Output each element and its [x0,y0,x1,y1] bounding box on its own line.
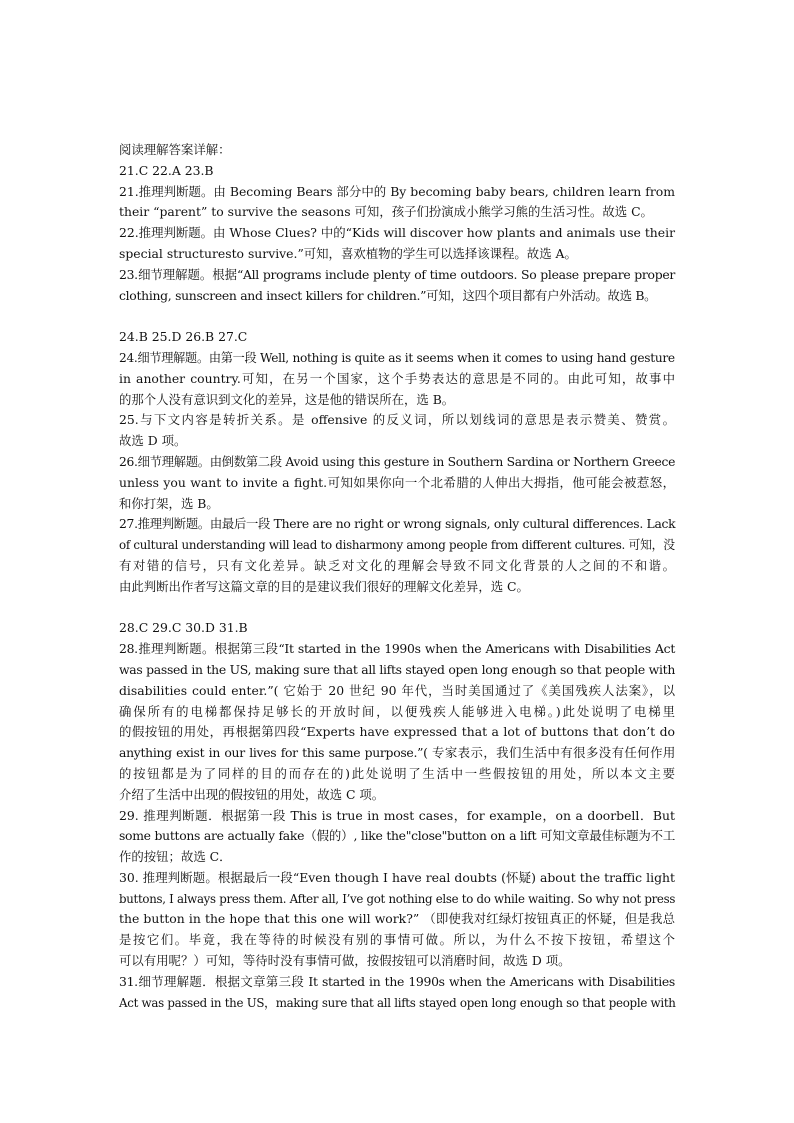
section-gap [119,598,675,619]
explanation-line: in another country.可知，在另一个国家，这个手势表达的意思是不同的。由此可知，故事中 [119,370,675,386]
explanation-line: 的假按钮的用处，再根据第四段“Experts have expressed that a lot of buttons that don’t do [119,724,675,740]
explanation-line: special structuresto survive.”可知，喜欢植物的学生可以选择该课程。故选 A。 [119,245,577,261]
explanation-line: their “parent” to survive the seasons 可知，孩子们扮演成小熊学习熊的生活习性。故选 C。 [119,204,653,220]
explanation-line: 有对错的信号，只有文化差异。缺乏对文化的理解会导致不同文化背景的人之间的不和谐。 [119,557,675,573]
explanation-line: 是按它们。毕竟，我在等待的时候没有别的事情可做。所以，为什么不按下按钮，希望这个 [119,932,675,948]
explanation-line: 29. 推理判断题．根据第一段 This is true in most cases，for example，on a doorbell．But [119,807,675,823]
answer-section [119,618,675,1013]
explanation-line: 24.细节理解题。由第一段 Well, nothing is quite as it seems when it comes to using hand gesture [119,349,675,365]
explanation-line: unless you want to invite a fight.可知如果你向一个北希腊的人伸出大拇指，他可能会被惹怒， [119,474,675,490]
answer-key-line: 24.B 25.D 26.B 27.C [119,329,248,345]
explanation-line: 由此判断出作者写这篇文章的目的是建议我们很好的理解文化差异，选 C。 [119,578,529,594]
answer-key-line: 28.C 29.C 30.D 31.B [119,620,248,636]
explanation-line: of cultural understanding will lead to disharmony among people from different cultures. 可知，没 [119,537,675,553]
explanation-line: 介绍了生活中出现的假按钮的用处，故选 C 项。 [119,786,385,802]
explanation-line: 28.推理判断题。根据第三段“It started in the 1990s when the Americans with Disabilities Act [119,641,675,657]
explanation-line: buttons, I always press them. After all, I’ve got nothing else to do while waiting. So why not press [119,890,676,906]
explanation-line: 21.推理判断题。由 Becoming Bears 部分中的 By becoming baby bears, children learn from [119,183,675,199]
explanation-line: 27.推理判断题。由最后一段 There are no right or wrong signals, only cultural differences. Lack [119,516,676,532]
explanation-line: 31.细节理解题．根据文章第三段 It started in the 1990s when the Americans with Disabilities [119,973,675,989]
explanation-line: 的那个人没有意识到文化的差异，这是他的错误所在，选 B。 [119,391,455,407]
explanation-line: disabilities could enter.”( 它始于 20 世纪 90 年代，当时美国通过了《美国残疾人法案》，以 [119,682,675,698]
explanation-line: anything exist in our lives for this same purpose.”( 专家表示，我们生活中有很多没有任何作用 [119,745,675,761]
explanation-line: 30. 推理判断题。根据最后一段“Even though I have real doubts (怀疑) about the traffic light [119,869,675,885]
answer-section [119,161,675,307]
answer-key-line: 21.C 22.A 23.B [119,162,214,178]
explanation-line: some buttons are actually fake（假的）, like the"close"button on a lift 可知文章最佳标题为不工 [119,828,675,844]
explanation-line: 可以有用呢？）可知，等待时没有事情可做，按假按钮可以消磨时间，故选 D 项。 [119,953,571,969]
explanation-line: 的按钮都是为了同样的目的而存在的)此处说明了生活中一些假按钮的用处，所以本文主要 [119,765,675,781]
explanation-line: 22.推理判断题。由 Whose Clues? 中的“Kids will discover how plants and animals use their [119,225,675,241]
explanation-line: 故选 D 项。 [119,433,187,449]
explanation-line: Act was passed in the US，making sure that all lifts stayed open long enough so that people with [119,994,676,1010]
explanation-line: 23.细节理解题。根据“All programs include plenty of time outdoors. So please prepare proper [119,266,675,282]
section-gap [119,306,675,327]
explanation-line: 作的按钮；故选 C． [119,849,232,865]
answer-section [119,327,675,597]
page-header: 阅读理解答案详解： [119,142,231,157]
explanation-line: clothing, sunscreen and insect killers for children.”可知，这四个项目都有户外活动。故选 B。 [119,287,657,303]
explanation-line: the button in the hope that this one will work?” （即使我对红绿灯按钮真正的怀疑，但是我总 [119,911,675,927]
explanation-line: was passed in the US, making sure that all lifts stayed open long enough so that people with [119,661,675,677]
sections-container [119,161,675,1014]
explanation-line: 确保所有的电梯都保持足够长的开放时间，以便残疾人能够进入电梯。)此处说明了电梯里 [119,703,675,719]
explanation-line: 25.与下文内容是转折关系。是 offensive 的反义词，所以划线词的意思是表示赞美、赞赏。 [119,412,675,428]
explanation-line: 和你打架，选 B。 [119,495,219,511]
answer-explanation-page [119,140,675,1013]
explanation-line: 26.细节理解题。由倒数第二段 Avoid using this gesture in Southern Sardina or Northern Greece [119,453,676,469]
